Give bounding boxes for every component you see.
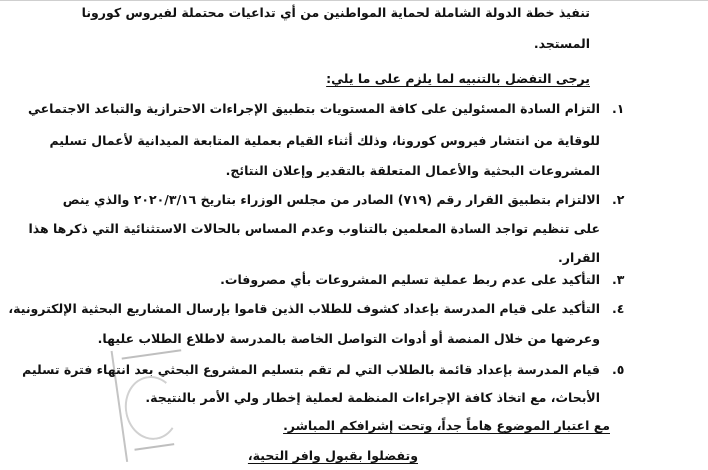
item-3-line-1: التأكيد على عدم ربط عملية تسليم المشروعات بأي مصروفات. xyxy=(220,272,600,287)
importance-note: مع اعتبار الموضوع هاماً جداً، وتحت إشرافكم المباشر. xyxy=(283,418,610,433)
stamp-arc-shape xyxy=(121,372,183,443)
item-2-number: .٢ xyxy=(612,192,625,207)
item-2-line-2: على تنظيم تواجد السادة المعلمين بالتناوب وعدم المساس بالحالات الاستثنائية التي ذكرها هذا xyxy=(28,221,600,236)
item-5-line-2: الأبحاث، مع اتخاذ كافة الإجراءات المنظمة لعملية إخطار ولي الأمر بالنتيجة. xyxy=(145,390,600,405)
stamp-mark-1 xyxy=(122,349,182,359)
item-1-line-1: التزام السادة المسئولين على كافة المستويات بتطبيق الإجراءات الاحترازية والتباعد الاجتماعي xyxy=(28,101,600,116)
intro-line-1: تنفيذ خطة الدولة الشاملة لحماية المواطنين من أي تداعيات محتملة لفيروس كورونا xyxy=(81,5,590,20)
scan-top-edge xyxy=(0,0,708,1)
item-4-number: .٤ xyxy=(612,301,625,316)
item-4-line-2: وعرضها من خلال المنصة أو أدوات التواصل الخاصة بالمدرسة لاطلاع الطلاب عليها. xyxy=(97,331,600,346)
item-2-line-3: القرار. xyxy=(558,250,600,265)
item-5-number: .٥ xyxy=(612,362,625,377)
closing-greeting: وتفضلوا بقبول وافر التحية، xyxy=(247,448,418,463)
intro-line-2: المستجد. xyxy=(533,36,590,51)
item-2-line-1: الالتزام بتطبيق القرار رقم (٧١٩) الصادر من مجلس الوزراء بتاريخ ٢٠٢٠/٣/١٦ والذي ينص xyxy=(62,192,600,207)
stamp-mark-2 xyxy=(134,443,174,451)
request-heading: يرجى التفضل بالتنبيه لما يلزم على ما يلي: xyxy=(326,71,590,86)
stamp-impression xyxy=(111,340,206,462)
item-3-number: .٣ xyxy=(612,272,625,287)
item-1-line-2: للوقاية من انتشار فيروس كورونا، وذلك أثناء القيام بعملية المتابعة الميدانية لأعمال تسليم xyxy=(49,133,600,148)
item-1-line-3: المشروعات البحثية والأعمال المتعلقة بالتقدير وإعلان النتائج. xyxy=(225,163,600,178)
item-1-number: .١ xyxy=(612,101,625,116)
item-5-line-1: قيام المدرسة بإعداد قائمة بالطلاب التي لم تقم بتسليم المشروع البحثي بعد انتهاء فترة تسليم xyxy=(22,362,600,377)
item-4-line-1: التأكيد على قيام المدرسة بإعداد كشوف للطلاب الذين قاموا بإرسال المشاريع البحثية الإلكترونية، xyxy=(8,301,600,316)
